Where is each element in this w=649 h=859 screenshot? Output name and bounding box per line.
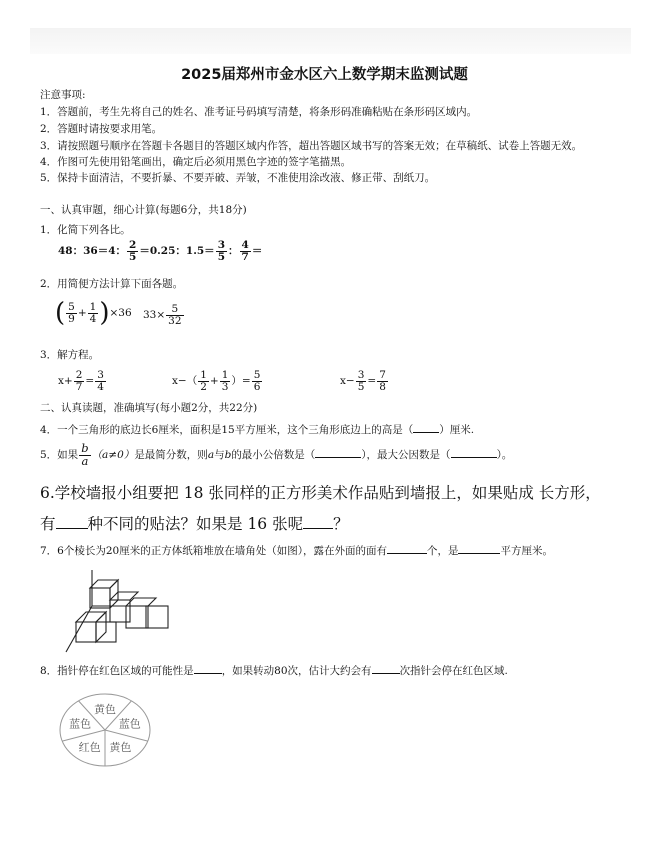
q3-equation-2: x−（ $\frac{1}{2}$ + $\frac{1}{3}$ ）= $\frac{5}{6}$ — [172, 369, 261, 393]
question-5: 5．如果 $\frac{b}{a}$ （a≠0）是最简分数，则a与b的最小公倍数是（ ），最大公因数是（ ）。 — [40, 441, 513, 468]
q1-part2: ＝0.25：1.5＝ — [139, 245, 215, 257]
notice-item-5: 5．保持卡面清洁，不要折暴、不要弄破、弄皱，不准使用涂改液、修正带、刮纸刀。 — [40, 172, 436, 184]
q2-fraction-1: $\frac{5}{9}$ — [68, 301, 75, 325]
q7-area-blank[interactable] — [458, 553, 500, 554]
spinner-divider — [62, 730, 105, 741]
q4-answer-blank[interactable] — [413, 432, 439, 433]
q3-label: 3．解方程。 — [40, 349, 100, 361]
section1-heading: 一、认真审题，细心计算(每题6分，共18分) — [40, 204, 247, 216]
q6-line-2: 有 种不同的贴法？如果是 16 张呢 ？ — [40, 515, 349, 533]
q1-fraction-3: $\frac{4}{7}$ — [241, 239, 249, 263]
spinner-divider — [105, 730, 148, 741]
cube-stack-figure — [62, 568, 170, 656]
q3-equation-3: x− $\frac{3}{5}$ = $\frac{7}{8}$ — [340, 369, 386, 393]
spinner-sector-label: 蓝色 — [69, 717, 92, 731]
q5-fraction: $\frac{b}{a}$ — [81, 441, 89, 468]
question-7: 7．6个棱长为20厘米的正方体纸箱堆放在墙角处（如图），露在外面的面有 个，是 平方厘米。 — [40, 545, 553, 557]
q7-count-blank[interactable] — [387, 553, 427, 554]
q6-line-1: 6.学校墙报小组要把 18 张同样的正方形美术作品贴到墙报上，如果贴成 长方形， — [40, 484, 601, 502]
q3-equation-1: x+ $\frac{2}{7}$ = $\frac{3}{4}$ — [58, 369, 104, 393]
q1-part1: 48：36＝4： — [58, 245, 127, 257]
q1-expression: 48：36＝4： $\frac{2}{5}$ ＝0.25：1.5＝ $\frac{3}{5}$ ： $\frac{4}{7}$ ＝ — [58, 239, 263, 263]
q6-blank-2[interactable] — [303, 528, 333, 529]
spinner-sector-label: 蓝色 — [118, 717, 141, 731]
q2-fraction-2: $\frac{1}{4}$ — [89, 301, 97, 325]
question-8: 8．指针停在红色区域的可能性是 ，如果转动80次，估计大约会有 次指针会停在红色区域. — [40, 665, 508, 677]
q5-lcm-blank[interactable] — [315, 457, 361, 458]
notice-item-3: 3．请按照题号顺序在答题卡各题目的答题区域内作答，超出答题区域书写的答案无效；在草稿纸、试卷上答题无效。 — [40, 140, 583, 152]
notice-item-2: 2．答题时请按要求用笔。 — [40, 123, 163, 135]
spinner-sector-label: 黄色 — [109, 740, 132, 754]
q1-label: 1．化简下列各比。 — [40, 224, 131, 236]
q6-blank-1[interactable] — [56, 528, 88, 529]
spinner-sector-label: 红色 — [78, 740, 101, 754]
q8-probability-blank[interactable] — [194, 673, 222, 674]
section2-heading: 二、认真读题，准确填写(每小题2分，共22分) — [40, 402, 258, 414]
q2-fraction-3: $\frac{5}{32}$ — [168, 303, 182, 327]
notice-heading: 注意事项: — [40, 89, 86, 101]
q5-gcd-blank[interactable] — [451, 457, 497, 458]
q1-fraction-2: $\frac{3}{5}$ — [217, 239, 225, 263]
spinner-figure — [55, 690, 155, 770]
notice-item-4: 4．作图可先使用铅笔画出，确定后必须用黑色字迹的签字笔描黑。 — [40, 156, 352, 168]
q1-fraction-1: $\frac{2}{5}$ — [129, 239, 137, 263]
spinner-sector-label: 黄色 — [94, 703, 116, 717]
q8-count-blank[interactable] — [372, 673, 400, 674]
question-4: 4．一个三角形的底边长6厘米，面积是15平方厘米，这个三角形底边上的高是（ ）厘米. — [40, 424, 475, 436]
q2-label: 2．用简便方法计算下面各题。 — [40, 278, 184, 290]
header-band — [30, 28, 631, 54]
notice-item-1: 1．答题前，考生先将自己的姓名、准考证号码填写清楚，将条形码准确粘贴在条形码区域内。 — [40, 106, 478, 118]
page-title: 2025届郑州市金水区六上数学期末监测试题 — [181, 67, 468, 83]
q2-expression-2: 33× $\frac{5}{32}$ — [143, 303, 182, 327]
q2-expression-1: ( $\frac{5}{9}$ + $\frac{1}{4}$ )×36 — [55, 298, 132, 328]
